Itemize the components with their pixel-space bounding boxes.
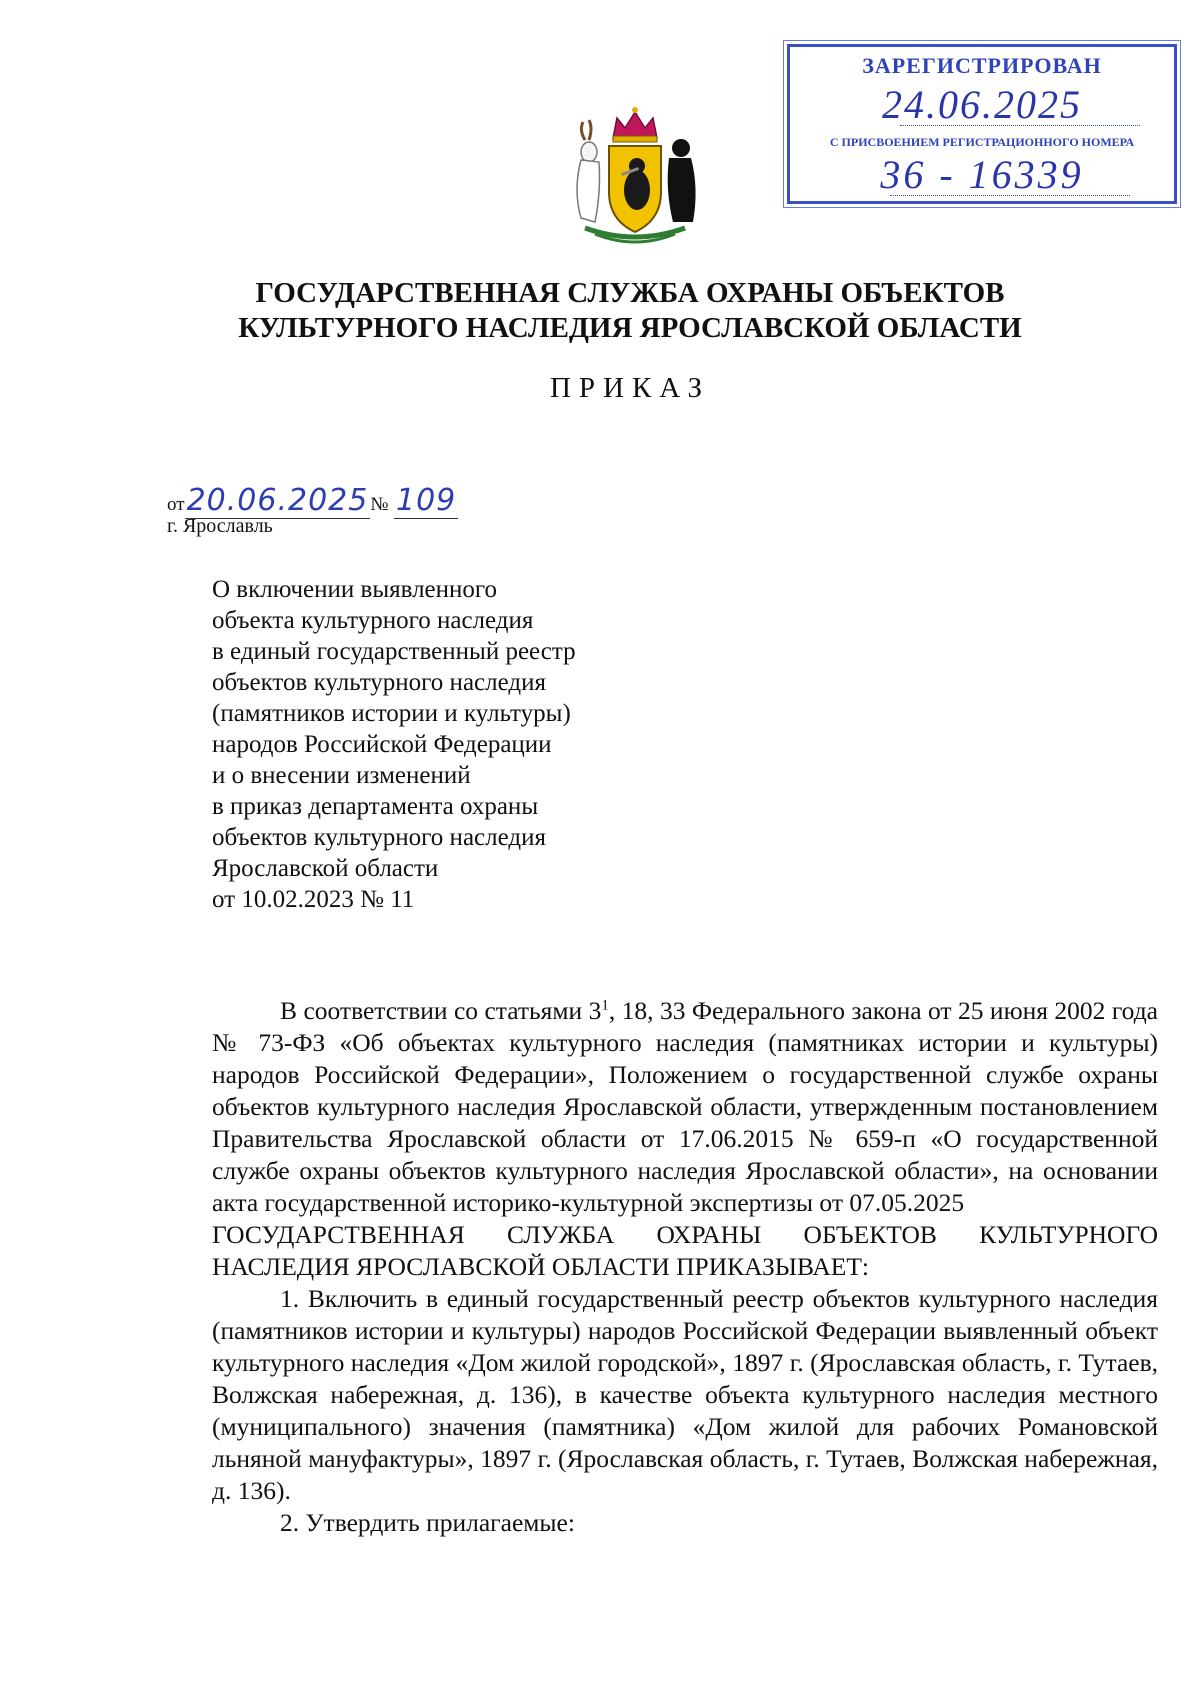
registration-stamp — [787, 44, 1177, 204]
preamble-rest: , 18, 33 Федерального закона от 25 июня 2002 года № 73-ФЗ «Об объектах культурного наследия (памятниках истории и культуры) народов Российской Федерации», Положением о государственной службе охраны объектов культурного наследия Ярославской области, утвержденным постановлением Правительства Ярославской области от 17.06.2015 № 659-п «О государственной службе охраны объектов культурного наследия Ярославской области», на основании акта государственной историко-культурной экспертизы от 07.05.2025 — [212, 996, 1158, 1217]
subject-line: в приказ департамента охраны — [212, 793, 539, 820]
order-date: 20.06.2025 — [186, 483, 369, 518]
stamp-date: 24.06.2025 — [882, 82, 1082, 127]
stamp-registration-number: 36 - 16339 — [880, 152, 1084, 197]
organization-name — [100, 276, 1160, 346]
subject-line: (памятников истории и культуры) — [212, 700, 571, 727]
stamp-date-underline — [900, 125, 1140, 126]
subject-line: Ярославской области — [212, 855, 439, 882]
order-item-2: 2. Утвердить прилагаемые: — [280, 1508, 575, 1537]
order-number: 109 — [395, 483, 457, 518]
document-type: ПРИКАЗ — [549, 372, 711, 404]
from-prefix: от — [167, 494, 185, 515]
preamble-paragraph — [212, 995, 1158, 1219]
stamp-number-underline — [890, 195, 1130, 196]
city: г. Ярославль — [167, 515, 273, 537]
preamble-start: В соответствии со статьями 3 — [280, 996, 602, 1025]
order-item-1: 1. Включить в единый государственный реестр объектов культурного наследия (памятников истории и культуры) народов Российской Федерации выявленный объект культурного наследия «Дом жилой городской», 1897 г. (Ярославская область, г. Тутаев, Волжская набережная, д. 136), в качестве объекта культурного наследия местного (муниципального) значения (памятника) «Дом жилой для рабочих Романовской льняной мануфактуры», 1897 г. (Ярославская область, г. Тутаев, Волжская набережная, д. 136). — [212, 1284, 1158, 1505]
article-superscript: 1 — [601, 997, 609, 1014]
number-prefix: № — [370, 494, 389, 515]
org-line-2: КУЛЬТУРНОГО НАСЛЕДИЯ ЯРОСЛАВСКОЙ ОБЛАСТИ — [238, 312, 1022, 344]
coat-of-arms-emblem — [565, 100, 705, 250]
subject-line: народов Российской Федерации — [212, 731, 552, 758]
stamp-title: ЗАРЕГИСТРИРОВАН — [862, 53, 1102, 78]
order-body — [212, 995, 1158, 1539]
subject-line: и о внесении изменений — [212, 762, 471, 789]
subject-line: О включении выявленного — [212, 576, 498, 603]
ordering-clause: ГОСУДАРСТВЕННАЯ СЛУЖБА ОХРАНЫ ОБЪЕКТОВ КУЛЬТУРНОГО НАСЛЕДИЯ ЯРОСЛАВСКОЙ ОБЛАСТИ ПРИКАЗЫВАЕТ: — [212, 1220, 1158, 1281]
subject-line: от 10.02.2023 № 11 — [212, 886, 415, 913]
order-subject — [212, 574, 732, 915]
subject-line: объекта культурного наследия — [212, 607, 534, 634]
subject-line: в единый государственный реестр — [212, 638, 576, 665]
order-date-number — [167, 483, 458, 518]
subject-line: объектов культурного наследия — [212, 669, 546, 696]
stamp-subtitle: С ПРИСВОЕНИЕМ РЕГИСТРАЦИОННОГО НОМЕРА — [829, 135, 1135, 149]
org-line-1: ГОСУДАРСТВЕННАЯ СЛУЖБА ОХРАНЫ ОБЪЕКТОВ — [255, 277, 1005, 309]
subject-line: объектов культурного наследия — [212, 824, 546, 851]
